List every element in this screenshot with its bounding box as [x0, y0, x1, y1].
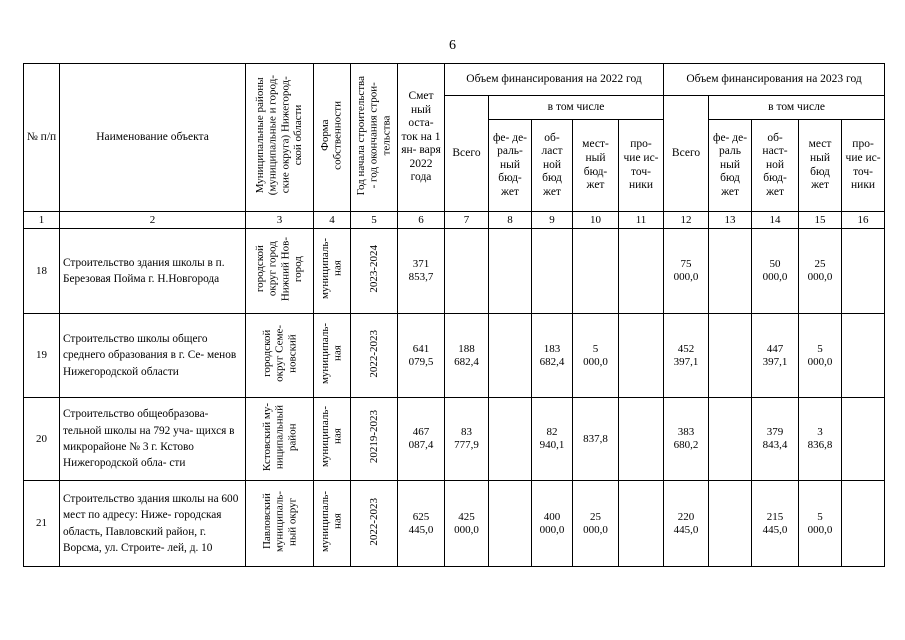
value-balance — [398, 314, 445, 398]
value-line: 000,0 — [583, 355, 608, 368]
value-line: 220 — [677, 510, 695, 523]
value-line: 836,8 — [807, 439, 833, 451]
vertical-text-line: (муниципальные и город- — [266, 75, 279, 196]
value-line: 087,4 — [408, 439, 434, 451]
value-line: 188 — [458, 342, 475, 355]
vertical-text-line: тельства — [380, 115, 393, 156]
header-federal-2022: фе- де- раль- ный бюд- жет — [489, 120, 532, 212]
value-line: 853,7 — [408, 271, 434, 283]
value-line: 371 — [412, 258, 430, 271]
value-line: 843,4 — [762, 439, 788, 451]
value-line: 079,5 — [408, 355, 434, 368]
row-number: 19 — [24, 314, 60, 398]
table-row — [24, 481, 885, 567]
value-o23 — [842, 481, 885, 567]
value-line: 397,1 — [673, 355, 699, 368]
header-local-2023: мест ный бюд жет — [799, 120, 842, 212]
vertical-text-line: муниципаль- — [319, 238, 332, 300]
vertical-text-line: район — [285, 423, 298, 451]
value-l22 — [573, 398, 619, 481]
header-fin-2022: Объем финансирования на 2022 год — [445, 64, 664, 96]
value-l23 — [799, 314, 842, 398]
value-l23 — [799, 481, 842, 567]
years-text: 2022-2023 — [367, 329, 380, 378]
years-cell — [351, 229, 398, 314]
years-cell — [351, 314, 398, 398]
header-balance: Смет ный оста- ток на 1 ян- варя 2022 года — [398, 64, 445, 212]
district-cell — [246, 314, 314, 398]
value-line: 940,1 — [539, 439, 565, 451]
row-number: 21 — [24, 481, 60, 567]
value-balance — [398, 398, 445, 481]
value-o23 — [842, 229, 885, 314]
value-line: 445,0 — [673, 523, 699, 536]
value-l22 — [573, 314, 619, 398]
vertical-text-line: Кстовский му- — [260, 402, 273, 472]
value-t23 — [664, 314, 709, 398]
column-number: 4 — [314, 212, 351, 229]
value-line: 625 — [412, 510, 430, 523]
value-r22 — [532, 481, 573, 567]
value-t22 — [445, 481, 489, 567]
value-line: 383 — [677, 426, 695, 439]
value-line: 467 — [412, 426, 430, 439]
column-number: 12 — [664, 212, 709, 229]
value-l22 — [573, 481, 619, 567]
value-l22 — [573, 229, 619, 314]
financing-table — [23, 63, 885, 567]
value-l23 — [799, 398, 842, 481]
column-number: 3 — [246, 212, 314, 229]
column-number: 8 — [489, 212, 532, 229]
value-line: 680,2 — [673, 439, 699, 451]
vertical-text-line: муниципаль- — [273, 490, 286, 553]
value-line: 215 — [766, 510, 784, 523]
vertical-text-line: город — [292, 256, 305, 283]
vertical-text-line: Год начала строительства — [355, 75, 368, 196]
value-t22 — [445, 229, 489, 314]
value-o22 — [619, 229, 664, 314]
vertical-text-line: - год окончания строи- — [367, 82, 380, 189]
value-l23 — [799, 229, 842, 314]
header-other-2023: про- чие ис- точ- ники — [842, 120, 885, 212]
ownership-cell — [314, 481, 351, 567]
column-number: 6 — [398, 212, 445, 229]
value-line: 641 — [412, 342, 430, 355]
row-number: 18 — [24, 229, 60, 314]
vertical-text-line: ниципальный — [273, 404, 286, 470]
value-r23 — [752, 481, 799, 567]
ownership-cell — [314, 398, 351, 481]
vertical-text-line: Павловский — [260, 493, 273, 550]
vertical-text-line: муниципаль- — [319, 322, 332, 385]
value-line: 682,4 — [454, 355, 479, 368]
value-line: 25 — [814, 258, 826, 271]
value-o23 — [842, 398, 885, 481]
vertical-text-line: Муниципальные районы — [254, 77, 267, 194]
value-line: 400 — [543, 510, 561, 523]
value-r23 — [752, 229, 799, 314]
table-row — [24, 398, 885, 481]
value-f22 — [489, 314, 532, 398]
vertical-text-line: ской области — [292, 105, 305, 166]
value-r22 — [532, 229, 573, 314]
value-o23 — [842, 314, 885, 398]
value-o22 — [619, 398, 664, 481]
vertical-text-line: Нижний Нов- — [279, 236, 292, 302]
header-fin-2023: Объем финансирования на 2023 год — [664, 64, 885, 96]
object-name: Строительство школы общего среднего образования в г. Се- менов Нижегородской области — [60, 314, 246, 398]
vertical-text-line: ная — [332, 429, 344, 445]
value-f23 — [709, 481, 752, 567]
years-cell — [351, 398, 398, 481]
value-line: 5 — [817, 342, 823, 355]
value-line: 83 — [461, 426, 472, 439]
column-number: 11 — [619, 212, 664, 229]
value-f22 — [489, 398, 532, 481]
value-line: 397,1 — [762, 355, 788, 368]
header-local-2022: мест- ный бюд- жет — [573, 120, 619, 212]
value-line: 425 — [458, 510, 475, 523]
header-incl-2023: в том числе — [709, 96, 885, 120]
header-district — [246, 64, 314, 212]
value-line: 000,0 — [807, 271, 833, 283]
value-r22 — [532, 314, 573, 398]
object-name: Строительство общеобразова- тельной школы на 792 уча- щихся в микрорайоне № 3 г. Кстово Нижегородской обла- сти — [60, 398, 246, 481]
value-f23 — [709, 229, 752, 314]
value-line: 75 — [680, 258, 692, 271]
value-t23 — [664, 398, 709, 481]
column-number: 1 — [24, 212, 60, 229]
district-cell — [246, 398, 314, 481]
vertical-text-line: новский — [285, 334, 298, 373]
ownership-cell — [314, 314, 351, 398]
value-balance — [398, 229, 445, 314]
column-number: 13 — [709, 212, 752, 229]
years-cell — [351, 481, 398, 567]
value-line: 000,0 — [673, 271, 699, 283]
table-row — [24, 314, 885, 398]
page-number: 6 — [449, 38, 456, 53]
vertical-text-line: ские округа) Нижегород- — [279, 76, 292, 195]
vertical-text-line: ная — [332, 513, 344, 530]
object-name: Строительство здания школы в п. Березовая Пойма г. Н.Новгорода — [60, 229, 246, 314]
header-total-2023: Всего — [664, 96, 709, 212]
header-regional-2023: об- наст- ной бюд- жет — [752, 120, 799, 212]
header-regional-2022: об- ласт ной бюд жет — [532, 120, 573, 212]
value-line: 447 — [766, 342, 784, 355]
value-t22 — [445, 314, 489, 398]
value-line: 5 — [817, 510, 823, 523]
header-name: Наименование объекта — [60, 64, 246, 212]
vertical-text-line: ный округ — [285, 497, 298, 546]
column-number: 16 — [842, 212, 885, 229]
value-line: 777,9 — [454, 439, 479, 451]
value-line: 000,0 — [762, 271, 788, 283]
value-f23 — [709, 398, 752, 481]
value-line: 445,0 — [762, 523, 788, 536]
header-num: № п/п — [24, 64, 60, 212]
value-line: 445,0 — [408, 523, 434, 536]
years-text: 2022-2023 — [367, 497, 380, 546]
value-line: 5 — [592, 342, 599, 355]
vertical-text-line: собственности — [332, 101, 344, 170]
row-number: 20 — [24, 398, 60, 481]
value-r22 — [532, 398, 573, 481]
value-r23 — [752, 398, 799, 481]
table-row — [24, 229, 885, 314]
value-line: 000,0 — [539, 523, 565, 536]
value-line: 000,0 — [583, 523, 608, 536]
column-number-row — [24, 212, 885, 229]
vertical-text-line: округ город — [266, 241, 279, 297]
object-name: Строительство здания школы на 600 мест по адресу: Ниже- городская область, Павловский район, г. Ворсма, ул. Строите- лей, д. 10 — [60, 481, 246, 567]
value-line: 50 — [769, 258, 781, 271]
vertical-text-line: округ Семе- — [273, 325, 286, 382]
value-o22 — [619, 314, 664, 398]
value-t23 — [664, 229, 709, 314]
vertical-text-line: ная — [332, 345, 344, 362]
column-number: 9 — [532, 212, 573, 229]
header-years — [351, 64, 398, 212]
column-number: 15 — [799, 212, 842, 229]
column-number: 7 — [445, 212, 489, 229]
ownership-cell — [314, 229, 351, 314]
value-line: 379 — [766, 426, 784, 439]
header-incl-2022: в том числе — [489, 96, 664, 120]
column-number: 14 — [752, 212, 799, 229]
years-text: 20219-2023 — [367, 410, 380, 464]
vertical-text-line: ная — [332, 261, 344, 277]
header-ownership — [314, 64, 351, 212]
district-cell — [246, 229, 314, 314]
value-line: 000,0 — [807, 523, 833, 536]
vertical-text-line: городской — [254, 245, 267, 293]
value-t23 — [664, 481, 709, 567]
value-line: 3 — [817, 426, 823, 439]
value-line: 183 — [543, 342, 561, 355]
value-balance — [398, 481, 445, 567]
district-cell — [246, 481, 314, 567]
value-line: 82 — [546, 426, 558, 439]
value-line: 682,4 — [539, 355, 565, 368]
value-f22 — [489, 229, 532, 314]
value-line: 452 — [677, 342, 695, 355]
value-f22 — [489, 481, 532, 567]
years-text: 2023-2024 — [367, 245, 380, 293]
vertical-text-line: муниципаль- — [319, 406, 332, 468]
vertical-text-line: городской — [260, 329, 273, 378]
column-number: 5 — [351, 212, 398, 229]
header-total-2022: Всего — [445, 96, 489, 212]
value-f23 — [709, 314, 752, 398]
header-other-2022: про- чие ис- точ- ники — [619, 120, 664, 212]
value-r23 — [752, 314, 799, 398]
header-federal-2023: фе- де- раль ный бюд жет — [709, 120, 752, 212]
value-t22 — [445, 398, 489, 481]
value-line: 25 — [590, 510, 601, 523]
value-line: 000,0 — [807, 355, 833, 368]
value-line: 000,0 — [454, 523, 479, 536]
column-number: 2 — [60, 212, 246, 229]
column-number: 10 — [573, 212, 619, 229]
vertical-text-line: Форма — [319, 119, 332, 152]
value-o22 — [619, 481, 664, 567]
value-line: 837,8 — [583, 432, 608, 445]
vertical-text-line: муниципаль- — [319, 490, 332, 553]
